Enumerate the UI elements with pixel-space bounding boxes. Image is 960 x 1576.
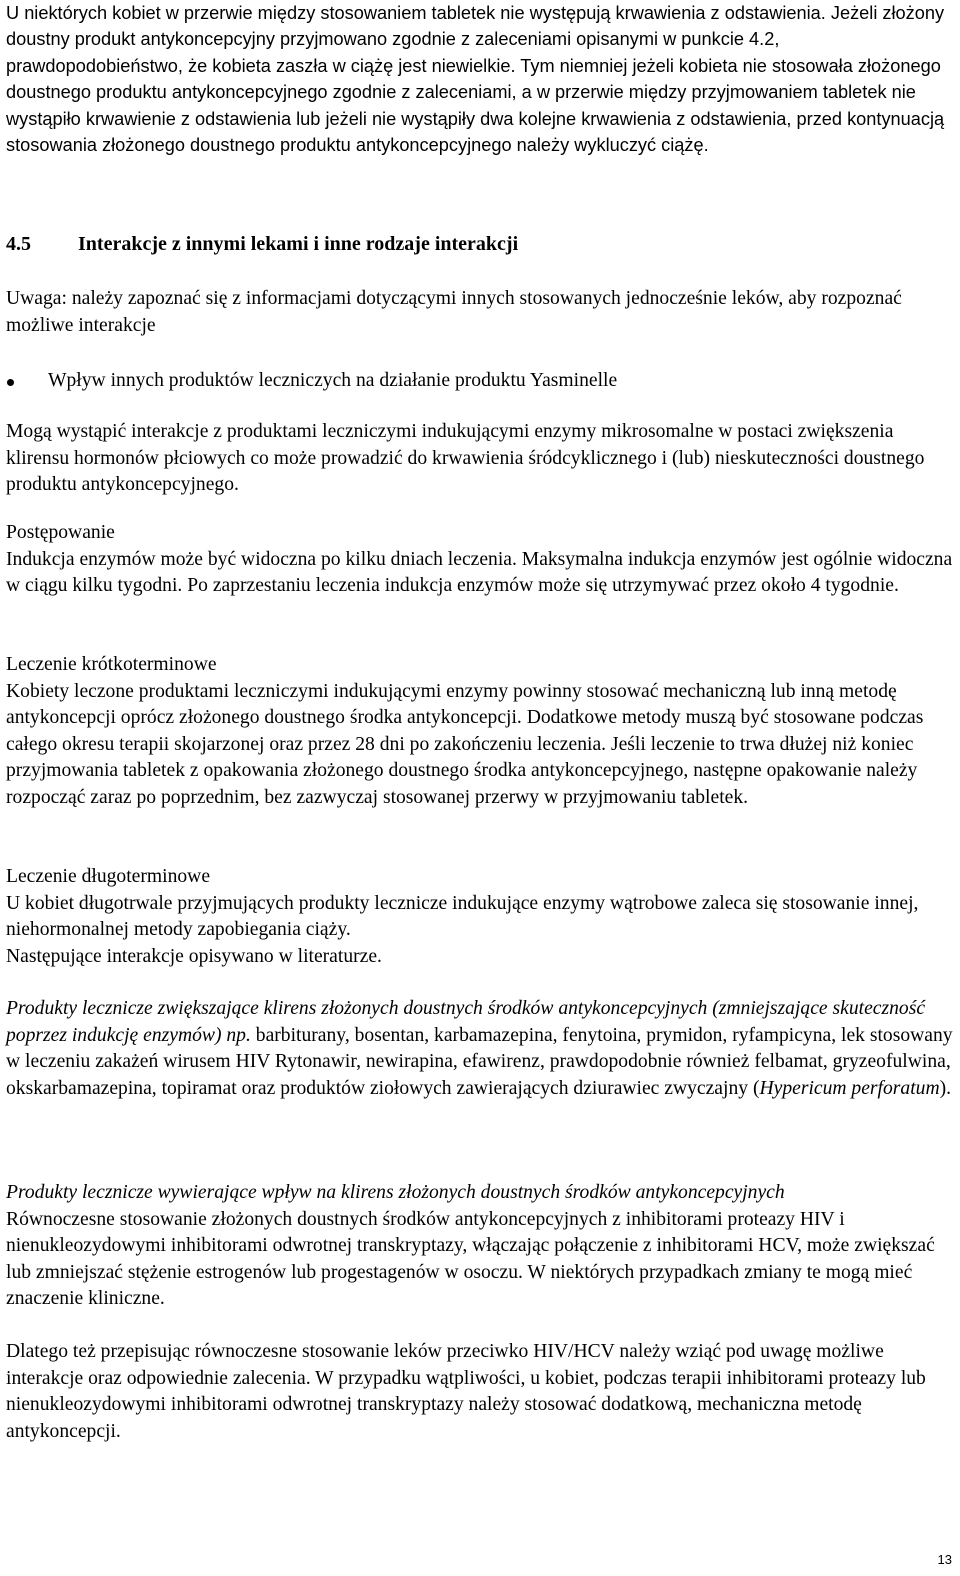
procedure-title: Postępowanie (6, 522, 115, 543)
page-number: 13 (937, 1552, 952, 1567)
increasing-clearance-list: barbiturany, bosentan, karbamazepina, fenytoina, prymidon, ryfampicyna, lek stosowany w leczeniu zakażeń wirusem HIV Rytonawir, newirapina, efawirenz, prawdopodobnie również felbamat, gryzeofulwina, okskarbamazepina, topiramat oraz produktów ziołowych zawierających dziurawiec zwyczajny ( (6, 1024, 953, 1099)
final-paragraph: Dlatego też przepisując równoczesne stosowanie leków przeciwko HIV/HCV należy wziąć pod uwagę możliwe interakcje oraz odpowiednie zalecenia. W przypadku wątpliwości, u kobiet, podczas terapii inhibitorami proteazy lub nienukleozydowymi inhibitorami odwrotnej transkryptazy należy stosować dodatkową, mechaniczna metodę antykoncepcji. (6, 1341, 926, 1442)
affecting-clearance-title-text: Produkty lecznicze wywierające wpływ na klirens złożonych doustnych środków antykoncepcyjnych (6, 1182, 785, 1203)
long-term-text-2: Następujące interakcje opisywano w literaturze. (6, 945, 382, 967)
affecting-clearance-text: Równoczesne stosowanie złożonych doustnych środków antykoncepcyjnych z inhibitorami proteazy HIV i nienukleozydowymi inhibitorami odwrotnej transkryptazy, włączając połączenie z inhibitorami HCV, może zwiększać lub zmniejszać stężenie estrogenów lub progestagenów w osoczu. W niektórych przypadkach zmiany te mogą mieć znaczenie kliniczne. (6, 1208, 935, 1310)
note-paragraph: Uwaga: należy zapoznać się z informacjami dotyczącymi innych stosowanych jednocześnie leków, aby rozpoznać możliwe interakcje (6, 288, 902, 336)
long-term-title: Leczenie długoterminowe (6, 866, 211, 887)
long-term-block (6, 864, 954, 970)
affecting-clearance-block (6, 1180, 954, 1313)
bullet-dot-icon (7, 379, 14, 386)
procedure-text: Indukcja enzymów może być widoczna po kilku dniach leczenia. Maksymalna indukcja enzymów jest ogólnie widoczna w ciągu kilku tygodni. Po zaprzestaniu leczenia indukcja enzymów może się utrzymywać przez około 4 tygodnie. (6, 548, 953, 597)
procedure-block (6, 520, 954, 600)
section-heading (6, 231, 518, 257)
short-term-block (6, 652, 954, 812)
interactions-paragraph: Mogą wystąpić interakcje z produktami leczniczymi indukującymi enzymy mikrosomalne w postaci zwiększenia klirensu hormonów płciowych co może prowadzić do krwawienia śródcyklicznego i (lub) nieskuteczności doustnego produktu antykoncepcyjnego. (6, 421, 925, 496)
short-term-text: Kobiety leczone produktami leczniczymi indukującymi enzymy powinny stosować mechaniczną lub inną metodę antykoncepcji oprócz złożonego doustnego środka antykoncepcji. Dodatkowe metody muszą być stosowane podczas całego okresu terapii skojarzonej oraz przez 28 dni po zakończeniu leczenia. Jeśli leczenie to trwa dłużej niż koniec przyjmowania tabletek z opakowania złożonego doustnego środka antykoncepcyjnego, następne opakowanie należy rozpocząć zaraz po poprzednim, bez zazwyczaj stosowanej przerwy w przyjmowaniu tabletek. (6, 680, 924, 808)
latin-name: Hypericum perforatum (759, 1077, 940, 1099)
affecting-clearance-title (6, 1180, 954, 1207)
section-title: Interakcje z innymi lekami i inne rodzaje interakcji (78, 233, 519, 255)
section-number: 4.5 (6, 233, 31, 255)
bullet-text: Wpływ innych produktów leczniczych na działanie produktu Yasminelle (48, 370, 618, 391)
increasing-clearance-heading: Produkty lecznicze zwiększające klirens złożonych doustnych środków antykoncepcyjnych (zmniejszające skuteczność poprzez indukcję enzymów) np. (6, 998, 926, 1046)
long-term-text: U kobiet długotrwale przyjmujących produkty lecznicze indukujące enzymy wątrobowe zaleca się stosowanie innej, niehormonalnej metody zapobiegania ciąży. (6, 892, 919, 941)
short-term-title: Leczenie krótkoterminowe (6, 654, 217, 675)
increasing-clearance-end: ). (939, 1077, 952, 1099)
intro-paragraph: U niektórych kobiet w przerwie między stosowaniem tabletek nie występują krwawienia z odstawienia. Jeżeli złożony doustny produkt antykoncepcyjny przyjmowano zgodnie z zaleceniami opisanymi w punkcie 4.2, prawdopodobieństwo, że kobieta zaszła w ciążę jest niewielkie. Tym niemniej jeżeli kobieta nie stosowała złożonego doustnego produktu antykoncepcyjnego zgodnie z zaleceniami, a w przerwie między przyjmowaniem tabletek nie wystąpiło krwawienie z odstawienia lub jeżeli nie wystąpiły dwa kolejne krwawienia z odstawienia, przed kontynuacją stosowania złożonego doustnego produktu antykoncepcyjnego należy wykluczyć ciążę. (6, 3, 945, 156)
increasing-clearance-paragraph (6, 996, 954, 1102)
